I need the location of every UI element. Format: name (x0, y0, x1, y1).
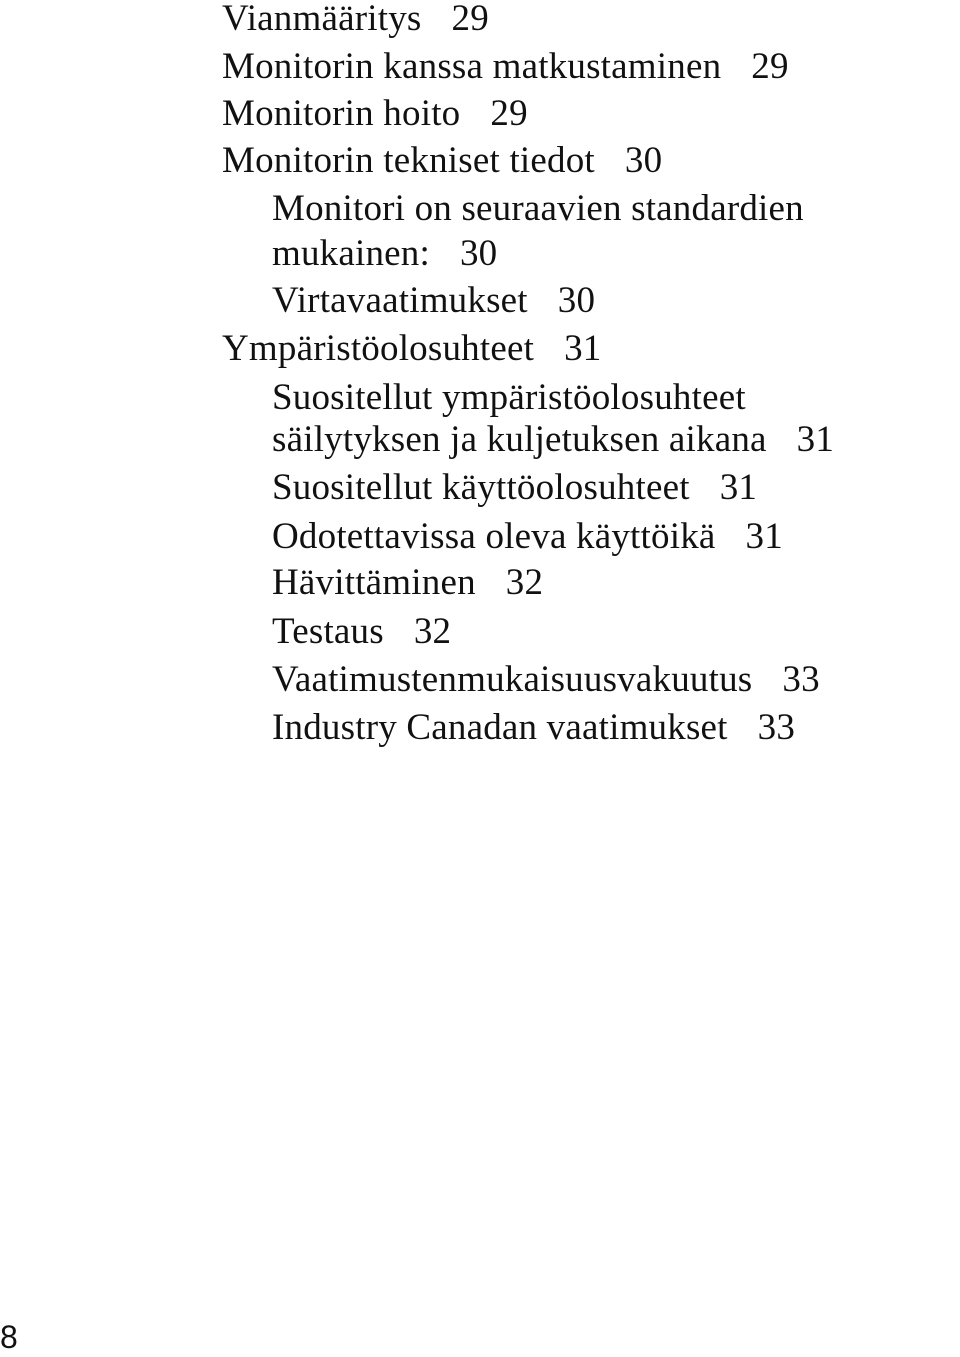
toc-entry-title: Monitori on seuraavien standardien (272, 188, 804, 229)
toc-entry-title: säilytyksen ja kuljetuksen aikana (272, 419, 767, 460)
toc-entry-standardit-cont[interactable] (272, 231, 497, 277)
toc-entry-page: 31 (796, 419, 835, 460)
toc-entry-title: Monitorin kanssa matkustaminen (222, 46, 722, 87)
toc-entry-page: 30 (624, 140, 663, 181)
toc-entry-matkustaminen[interactable] (222, 44, 789, 90)
toc-entry-page: 33 (782, 659, 820, 700)
toc-entry-testaus[interactable] (272, 609, 451, 655)
toc-entry-vianmaaritys[interactable] (222, 0, 489, 42)
toc-entry-title: Hävittäminen (272, 562, 476, 603)
page-number: 8 (0, 1319, 18, 1355)
toc-entry-tekniset-tiedot[interactable] (222, 138, 662, 184)
toc-entry-industry-canada[interactable] (272, 705, 795, 751)
toc-entry-title: Virtavaatimukset (272, 280, 528, 321)
toc-entry-title: Odotettavissa oleva käyttöikä (272, 516, 716, 557)
toc-entry-page: 31 (719, 467, 758, 508)
toc-entry-title: Ympäristöolosuhteet (222, 328, 535, 369)
toc-entry-page: 29 (751, 46, 789, 87)
toc-entry-hoito[interactable] (222, 91, 528, 137)
toc-entry-title: Industry Canadan vaatimukset (272, 707, 728, 748)
toc-entry-page: 30 (557, 280, 596, 321)
toc-entry-havittaminen[interactable] (272, 560, 543, 606)
toc-entry-suositellut-ymparisto[interactable] (272, 375, 746, 421)
toc-entry-kayttoika[interactable] (272, 514, 783, 560)
toc-entry-page: 31 (745, 516, 783, 557)
toc-entry-kayttoolosuhteet[interactable] (272, 465, 757, 511)
toc-entry-page: 31 (564, 328, 602, 369)
toc-entry-page: 29 (490, 93, 528, 134)
toc-entry-title: Vaatimustenmukaisuusvakuutus (272, 659, 753, 700)
toc-entry-page: 29 (451, 0, 489, 39)
toc-entry-virtavaatimukset[interactable] (272, 278, 595, 324)
toc-entry-title: Vianmääritys (222, 0, 422, 39)
toc-entry-page: 30 (459, 233, 498, 274)
toc-entry-title: Testaus (272, 611, 384, 652)
toc-entry-page: 32 (413, 611, 452, 652)
toc-entry-page: 33 (757, 707, 796, 748)
toc-entry-page: 32 (505, 562, 544, 603)
toc-entry-title: mukainen: (272, 233, 430, 274)
toc-entry-title: Monitorin tekniset tiedot (222, 140, 595, 181)
toc-entry-title: Suositellut käyttöolosuhteet (272, 467, 690, 508)
toc-entry-title: Suositellut ympäristöolosuhteet (272, 377, 746, 418)
toc-entry-vaatimustenmukaisuus[interactable] (272, 657, 820, 703)
toc-entry-title: Monitorin hoito (222, 93, 461, 134)
toc-entry-suositellut-ymparisto-cont[interactable] (272, 417, 834, 463)
toc-entry-ymparistoolosuhteet[interactable] (222, 326, 602, 372)
toc-entry-standardit[interactable] (272, 186, 804, 232)
